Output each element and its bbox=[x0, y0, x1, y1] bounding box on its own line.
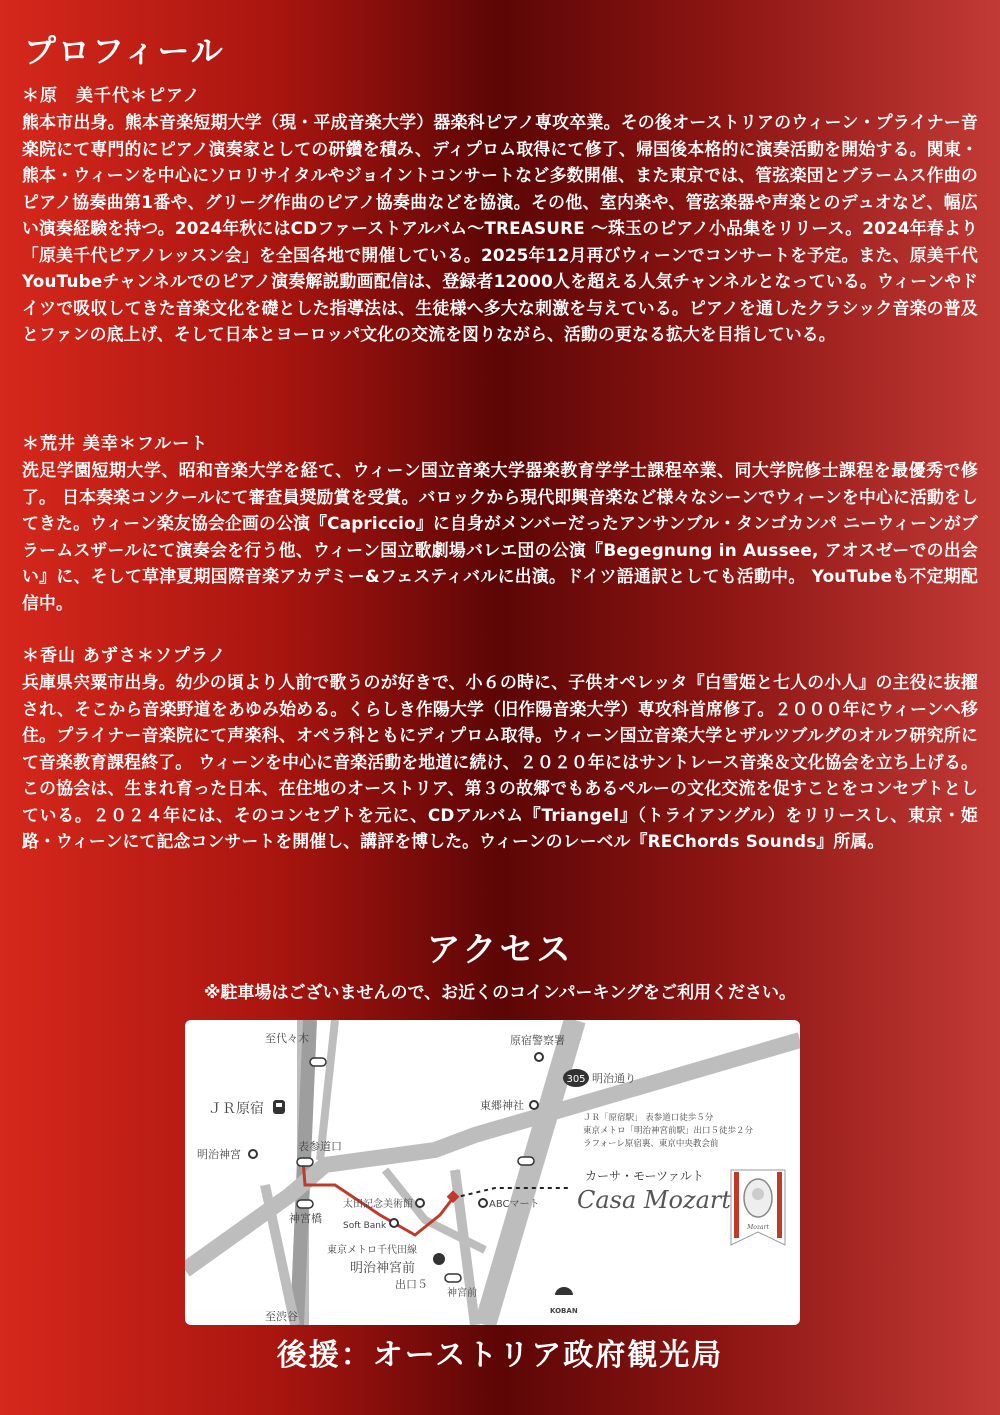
access-title: アクセス bbox=[426, 930, 574, 970]
route-305-badge bbox=[563, 1069, 589, 1087]
direction-line-3: ラフォーレ原宿裏、東京中央教会前 bbox=[583, 1139, 719, 1149]
marker-police bbox=[535, 1053, 543, 1061]
label-exit5: 出口５ bbox=[395, 1278, 428, 1291]
marker-abc bbox=[479, 1199, 487, 1207]
koban-icon bbox=[555, 1287, 573, 1295]
member-section-soprano bbox=[22, 643, 978, 855]
exit-marker bbox=[518, 1157, 534, 1165]
marker-softbank bbox=[390, 1219, 398, 1227]
label-abc-mart: ABCマート bbox=[489, 1199, 540, 1210]
label-koban: KOBAN bbox=[550, 1307, 578, 1315]
exit-marker bbox=[445, 1274, 461, 1282]
label-meiji-jingumae: 明治神宮前 bbox=[350, 1261, 416, 1276]
mozart-banner bbox=[731, 1170, 785, 1245]
venue-logo: Casa Mozart bbox=[577, 1186, 732, 1214]
label-togo-shrine: 東郷神社 bbox=[480, 1099, 524, 1112]
marker-meiji-jingu bbox=[249, 1150, 257, 1158]
marker-ota bbox=[416, 1199, 424, 1207]
label-jingumae: 神宮前 bbox=[447, 1288, 477, 1299]
label-softbank: Soft Bank bbox=[343, 1221, 387, 1231]
member-name: ＊荒井 美幸＊フルート bbox=[22, 434, 209, 454]
label-jr-harajuku: ＪＲ原宿 bbox=[208, 1101, 264, 1117]
label-sendagaya: 至代々木 bbox=[265, 1032, 309, 1045]
direction-line-1: ＪＲ「原宿駅」 表参道口徒歩５分 bbox=[583, 1113, 714, 1123]
label-harajuku-police: 原宿警察署 bbox=[510, 1034, 565, 1047]
metro-icon bbox=[433, 1253, 445, 1265]
label-jingu-bridge: 神宮橋 bbox=[289, 1212, 322, 1225]
station-icon bbox=[273, 1100, 285, 1114]
member-section-piano bbox=[22, 83, 978, 348]
member-name: ＊原 美千代＊ピアノ bbox=[22, 86, 201, 106]
road-back bbox=[385, 1170, 485, 1250]
member-bio: 洗足学園短期大学、昭和音楽大学を経て、ウィーン国立音楽大学器楽教育学学士課程卒業、同大学院修士課程を最優秀で修了。 日本奏楽コンクールにて審査員奨励賞を受賞。バロックから現代即興音楽など様々なシーンでウィーンを中心に活動をしてきた。ウィーン楽友協会企画の公演『Capriccio』に自身がメンバーだったアンサンブル・タンゴカンパ ニーウィーンがブラームスザールにて演奏会を行う他、ウィーン国立歌劇場バレエ団の公演『Begegnung in Aussee, アオスゼーでの出会い』に、そして草津夏期国際音楽アカデミー&フェスティバルに出演。ドイツ語通訳としても活動中。 YouTubeも不定期配信中。 bbox=[22, 460, 978, 613]
sponsor-line: 後援：オーストリア政府観光局 bbox=[276, 1338, 724, 1373]
venue-name-kana: カーサ・モーツァルト bbox=[585, 1169, 704, 1183]
banner-text: Mozart bbox=[747, 1224, 769, 1231]
road-north bbox=[320, 1020, 335, 1160]
member-bio: 兵庫県宍粟市出身。幼少の頃より人前で歌うのが好きで、小６の時に、子供オペレッタ『白雪姫と七人の小人』の主役に抜擢され、そこから音楽野道をあゆみ始める。くらしき作陽大学（旧作陽音楽大学）専攻科首席修了。２０００年にウィーンへ移住。プライナー音楽院にて声楽科、オペラ科ともにディプロム取得。ウィーン国立音楽大学とザルツブルグのオルフ研究所にて音楽教育課程終了。 ウィーンを中心に音楽活動を地道に続け、２０２０年にはサントレース音楽＆文化協会を立ち上げる。この協会は、生まれ育った日本、在住地のオーストリア、第３の故郷でもあるペルーの文化交流を促すことをコンセプトとしている。２０２４年には、そのコンセプトを元に、CDアルバム『Triangel』（トライアングル）をリリースし、東京・姫路・ウィーンにて記念コンサートを開催し、講評を博した。ウィーンのレーベル『REChords Sounds』所属。 bbox=[22, 672, 978, 851]
road-meiji-dori bbox=[485, 1020, 575, 1325]
member-bio: 熊本市出身。熊本音楽短期大学（現・平成音楽大学）器楽科ピアノ専攻卒業。その後オーストリアのウィーン・プライナー音楽院にて専門的にピアノ演奏家としての研鑽を積み、ディプロム取得にて修了、帰国後本格的に演奏活動を開始する。関東・熊本・ウィーンを中心にソロリサイタルやジョイントコンサートなど多数開催、また東京では、管弦楽団とブラームス作曲のピアノ協奏曲第1番や、グリーグ作曲のピアノ協奏曲などを協演。その他、室内楽や、管弦楽器や声楽とのデュオなど、幅広い演奏経験を持つ。2024年秋にはCDファーストアルバム〜TREASURE 〜珠玉のピアノ小品集をリリース。2024年春より「原美千代ピアノレッスン会」を全国各地で開催している。2025年12月再びウィーンでコンサートを予定。また、原美千代YouTubeチャンネルでのピアノ演奏解説動画配信は、登録者12000人を超える人気チャンネルとなっている。ウィーンやドイツで吸収してきた音楽文化を礎とした指導法は、生徒様へ多大な刺激を与えている。ピアノを通したクラシック音楽の普及とファンの底上げ、そして日本とヨーロッパ文化の交流を図りながら、活動の更なる拡大を目指している。 bbox=[22, 112, 978, 344]
parking-note: ※駐車場はございませんので、お近くのコインパーキングをご利用ください。 bbox=[204, 983, 796, 1003]
member-section-flute bbox=[22, 431, 978, 616]
exit-marker bbox=[310, 1058, 326, 1066]
exit-marker bbox=[297, 1158, 313, 1166]
map-svg bbox=[185, 1020, 800, 1325]
profile-title: プロフィール bbox=[24, 32, 225, 70]
access-map bbox=[185, 1020, 800, 1325]
marker-togo bbox=[530, 1101, 538, 1109]
label-meiji-dori: 明治通り bbox=[592, 1072, 636, 1085]
route-number: 305 bbox=[566, 1074, 586, 1085]
direction-line-2: 東京メトロ「明治神宮前駅」出口５徒歩２分 bbox=[583, 1126, 754, 1136]
label-metro-line: 東京メトロ千代田線 bbox=[327, 1245, 417, 1256]
label-omotesando-exit: 表参道口 bbox=[298, 1140, 342, 1153]
label-meiji-jingu: 明治神宮 bbox=[197, 1148, 241, 1161]
map-roads bbox=[185, 1020, 800, 1325]
label-shibuya: 至渋谷 bbox=[265, 1310, 298, 1323]
label-ota-museum: 太田記念美術館 bbox=[343, 1199, 413, 1210]
member-name: ＊香山 あずさ＊ソプラノ bbox=[22, 646, 227, 666]
exit-marker bbox=[297, 1200, 313, 1208]
